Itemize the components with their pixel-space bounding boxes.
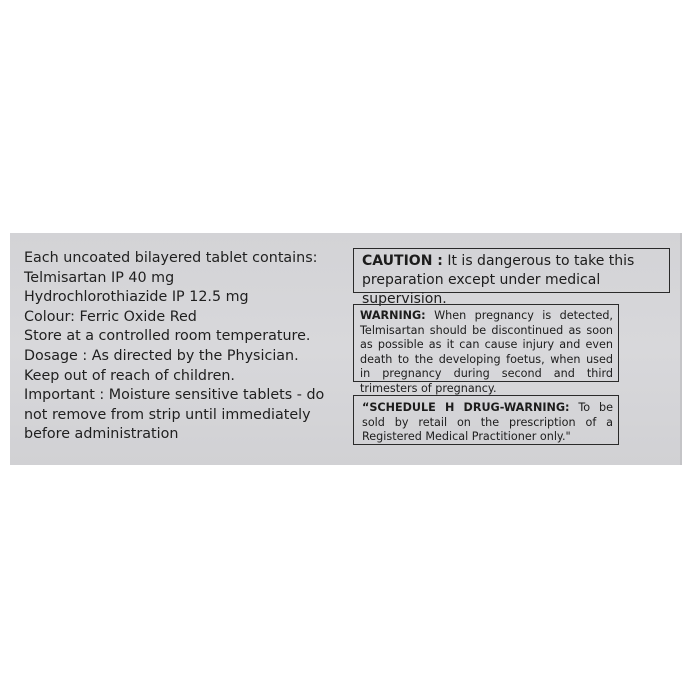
ingredient-hydrochlorothiazide: Hydrochlorothiazide IP 12.5 mg <box>24 289 249 306</box>
schedule-h-box <box>353 395 619 445</box>
caution-box <box>353 248 670 307</box>
warning-label: WARNING: <box>360 309 426 322</box>
schedule-h-text: To be sold by retail on the prescription of a Registered Medical Practitioner only." <box>362 401 614 444</box>
warning-text: When pregnancy is detected, Telmisartan should be discontinued as soon as possible as it can cause injury and even death to the developing foetus, when used in pregnancy during second and third trimesters of pregnancy. <box>360 309 613 395</box>
caution-label: CAUTION : <box>362 253 443 269</box>
warning-box <box>353 304 619 395</box>
children-warning: Keep out of reach of children. <box>24 367 235 384</box>
panel-edge <box>680 233 682 465</box>
ingredient-telmisartan: Telmisartan IP 40 mg <box>24 269 175 286</box>
carton-panel <box>10 233 682 465</box>
colour-info: Colour: Ferric Oxide Red <box>24 308 197 325</box>
dosage-info: Dosage : As directed by the Physician. <box>24 347 299 364</box>
schedule-h-label: “SCHEDULE H DRUG-WARNING: <box>362 401 570 414</box>
composition-text <box>24 249 349 445</box>
composition-heading: Each uncoated bilayered tablet contains: <box>24 250 318 266</box>
storage-info: Store at a controlled room temperature. <box>24 328 311 345</box>
caution-text: It is dangerous to take this preparation except under medical supervision. <box>362 253 635 307</box>
important-note: Important : Moisture sensitive tablets - do not remove from strip until immediately before administration <box>24 387 325 443</box>
